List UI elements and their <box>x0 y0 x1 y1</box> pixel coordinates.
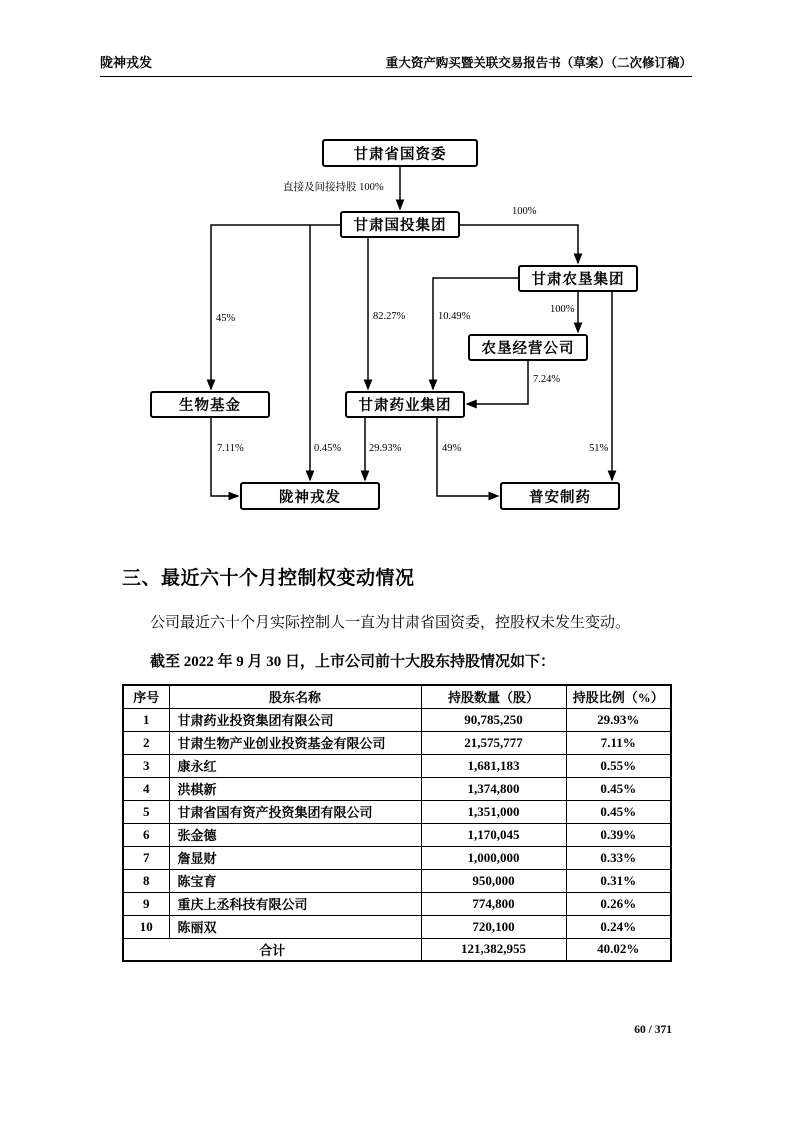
cell-ratio: 29.93% <box>566 708 671 731</box>
cell-index: 8 <box>123 869 169 892</box>
cell-shareholder-name: 洪棋新 <box>169 777 421 800</box>
cell-ratio: 7.11% <box>566 731 671 754</box>
node-nongken-group: 甘肃农垦集团 <box>518 265 638 292</box>
col-header-shares: 持股数量（股） <box>421 685 566 708</box>
table-row <box>123 846 671 869</box>
cell-index: 2 <box>123 731 169 754</box>
cell-shares: 1,681,183 <box>421 754 566 777</box>
node-pharma-group: 甘肃药业集团 <box>345 391 465 418</box>
cell-shareholder-name: 甘肃省国有资产投资集团有限公司 <box>169 800 421 823</box>
cell-shares: 1,374,800 <box>421 777 566 800</box>
table-row <box>123 823 671 846</box>
cell-ratio: 0.55% <box>566 754 671 777</box>
edge-label-nongken-puan: 51% <box>589 443 609 454</box>
col-header-index: 序号 <box>123 685 169 708</box>
cell-shares: 90,785,250 <box>421 708 566 731</box>
cell-ratio: 0.45% <box>566 777 671 800</box>
edge-label-guotou-pharma: 82.27% <box>373 311 406 322</box>
cell-index: 1 <box>123 708 169 731</box>
edge-label-nongken-pharma: 10.49% <box>438 311 471 322</box>
table-row <box>123 915 671 938</box>
edge-label-jingying-pharma: 7.24% <box>533 374 561 385</box>
page-number: 60 / 371 <box>634 1024 672 1036</box>
cell-index: 9 <box>123 892 169 915</box>
cell-shareholder-name: 甘肃生物产业创业投资基金有限公司 <box>169 731 421 754</box>
cell-total-shares: 121,382,955 <box>421 938 566 961</box>
cell-total-label: 合计 <box>123 938 421 961</box>
cell-shareholder-name: 甘肃药业投资集团有限公司 <box>169 708 421 731</box>
equity-structure-diagram <box>0 0 793 560</box>
header-right-title: 重大资产购买暨关联交易报告书（草案）（二次修订稿） <box>385 56 692 70</box>
col-header-ratio: 持股比例（%） <box>566 685 671 708</box>
node-gansu-sasac: 甘肃省国资委 <box>322 139 478 167</box>
body-paragraph-control-change: 公司最近六十个月实际控制人一直为甘肃省国资委，控股权未发生变动。 <box>150 615 631 631</box>
edge-label-guotou-longshen: 0.45% <box>314 443 342 454</box>
node-bio-fund: 生物基金 <box>150 391 270 418</box>
table-row <box>123 800 671 823</box>
cell-index: 7 <box>123 846 169 869</box>
table-row <box>123 892 671 915</box>
cell-ratio: 0.45% <box>566 800 671 823</box>
node-nongken-jingying: 农垦经营公司 <box>468 334 588 361</box>
edge-label-guotou-biofund: 45% <box>216 313 236 324</box>
cell-shareholder-name: 陈丽双 <box>169 915 421 938</box>
cell-index: 5 <box>123 800 169 823</box>
table-row <box>123 754 671 777</box>
cell-shares: 950,000 <box>421 869 566 892</box>
cell-shareholder-name: 陈宝育 <box>169 869 421 892</box>
cell-shareholder-name: 张金德 <box>169 823 421 846</box>
table-row <box>123 869 671 892</box>
table-row <box>123 777 671 800</box>
header-left-title: 陇神戎发 <box>100 55 153 70</box>
cell-shares: 1,000,000 <box>421 846 566 869</box>
cell-index: 3 <box>123 754 169 777</box>
edge-label-biofund-longshen: 7.11% <box>217 443 244 454</box>
table-row <box>123 731 671 754</box>
table-header-row <box>123 685 671 708</box>
section-heading: 三、最近六十个月控制权变动情况 <box>122 568 415 589</box>
table-total-row <box>123 938 671 961</box>
col-header-name: 股东名称 <box>169 685 421 708</box>
cell-ratio: 0.24% <box>566 915 671 938</box>
node-guotou-group: 甘肃国投集团 <box>340 211 460 238</box>
node-longshen-rongfa: 陇神戎发 <box>240 482 380 510</box>
cell-shareholder-name: 詹显财 <box>169 846 421 869</box>
diagram-connector-lines <box>0 0 793 560</box>
cell-shareholder-name: 重庆上丞科技有限公司 <box>169 892 421 915</box>
cell-index: 6 <box>123 823 169 846</box>
cell-ratio: 0.33% <box>566 846 671 869</box>
cell-index: 10 <box>123 915 169 938</box>
body-paragraph-top10-intro: 截至 2022 年 9 月 30 日，上市公司前十大股东持股情况如下： <box>150 654 556 670</box>
cell-index: 4 <box>123 777 169 800</box>
edge-label-nongken-jingying: 100% <box>550 304 575 315</box>
edge-label-guotou-nongken: 100% <box>512 206 537 217</box>
cell-shares: 1,170,045 <box>421 823 566 846</box>
table-row <box>123 708 671 731</box>
cell-ratio: 0.39% <box>566 823 671 846</box>
shareholders-table <box>122 684 672 962</box>
cell-ratio: 0.26% <box>566 892 671 915</box>
node-puan-pharma: 普安制药 <box>500 482 620 510</box>
cell-shareholder-name: 康永红 <box>169 754 421 777</box>
cell-shares: 720,100 <box>421 915 566 938</box>
cell-ratio: 0.31% <box>566 869 671 892</box>
cell-shares: 1,351,000 <box>421 800 566 823</box>
cell-shares: 774,800 <box>421 892 566 915</box>
cell-shares: 21,575,777 <box>421 731 566 754</box>
edge-label-pharma-puan: 49% <box>442 443 462 454</box>
cell-total-ratio: 40.02% <box>566 938 671 961</box>
edge-label-pharma-longshen: 29.93% <box>369 443 402 454</box>
edge-label-sasac-guotou: 直接及间接持股 100% <box>282 179 385 194</box>
